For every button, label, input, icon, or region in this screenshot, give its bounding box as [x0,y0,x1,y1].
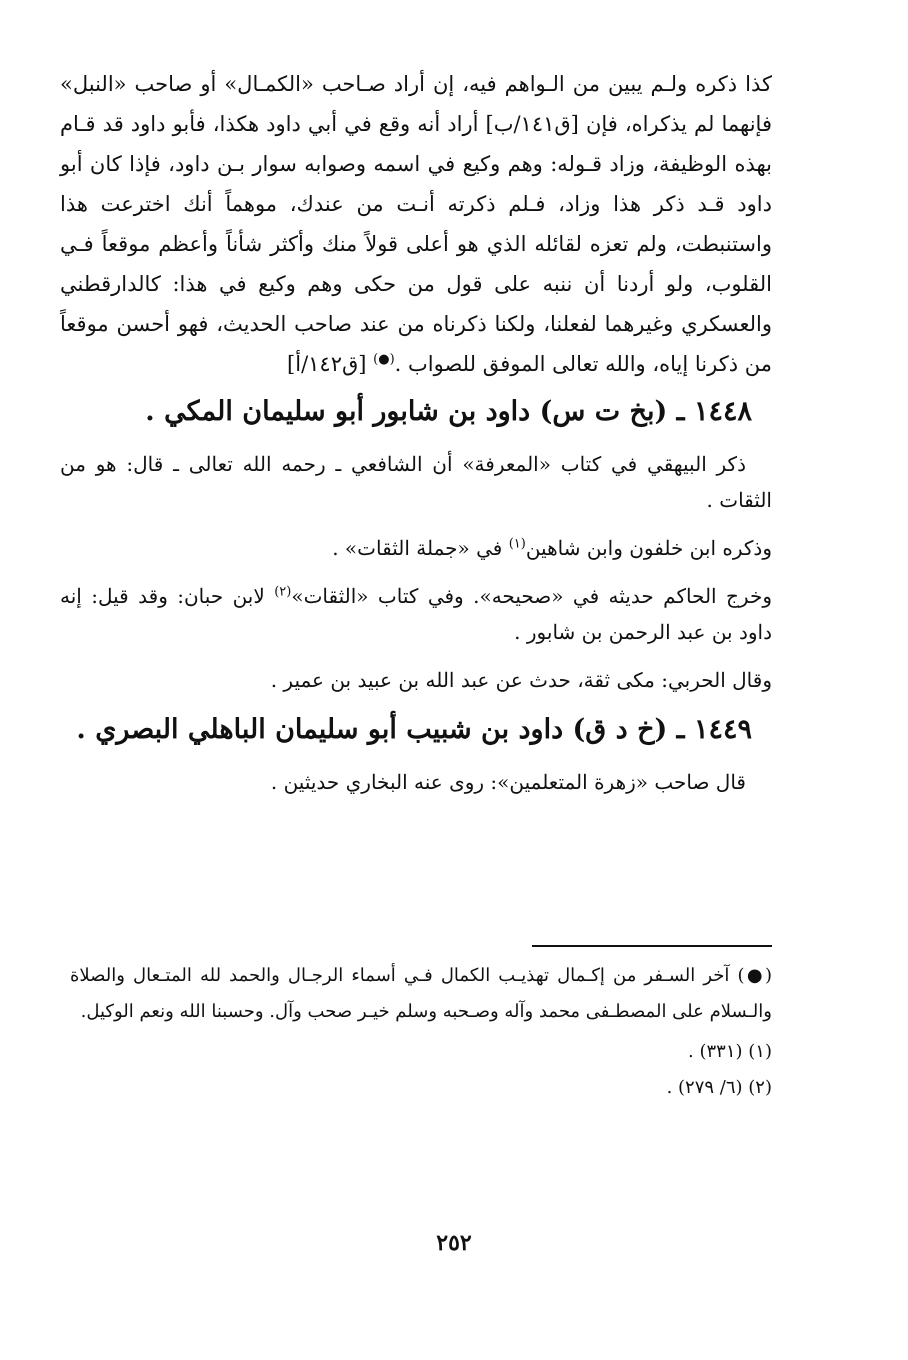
footnote-reference-1: (١) [508,536,526,552]
folio-reference: [ق١٤٢/أ] [287,352,374,376]
footnote-1: (١) (٣٣١) . [688,1041,772,1062]
page-body [60,64,772,812]
entry-heading-1448: ١٤٤٨ ـ (بخ ت س) داود بن شابور أبو سليمان المكي . [145,396,752,427]
footnote-reference-2: (٢) [274,584,292,600]
entry-heading-1449: ١٤٤٩ ـ (خ د ق) داود بن شبيب أبو سليمان الباهلي البصري . [76,714,752,745]
entry-1448-paragraph-2-text-b: في «جملة الثقات» . [332,536,509,560]
entry-1448-paragraph-3-text-a: وخرج الحاكم حديثه في «صحيحه». وفي كتاب «الثقات» [291,584,772,608]
main-paragraph [60,64,772,384]
entry-1448-paragraph-4: وقال الحربي: مكى ثقة، حدث عن عبد الله بن عبيد بن عمير . [270,668,772,692]
footnote-2: (٢) (٦/ ٢٧٩) . [666,1077,772,1098]
entry-1449-paragraph-1: قال صاحب «زهرة المتعلمين»: روى عنه البخاري حديثين . [270,770,746,794]
page-number: ٢٥٢ [436,1230,472,1256]
footnote-marker: (●) [373,352,395,367]
entry-1448-paragraph-2-text-a: وذكره ابن خلفون وابن شاهين [525,536,772,560]
entry-1448-paragraph-3-text-b: لابن حبان: وقد قيل: إنه داود بن عبد الرحمن بن شابور . [60,584,772,644]
entry-1448-paragraph-2 [60,530,772,566]
footnotes-section [70,958,772,1106]
main-paragraph-text: كذا ذكره ولـم يبين من الـواهم فيه، إن أراد صـاحب «الكمـال» أو صاحب «النبل» فإنهما لم يذكراه، فإن [ق١٤١/ب] أراد أنه وقع في أبي داود هكذا، فأبو داود قد قـام بهذه الوظيفة، وزاد قـوله: وهم وكيع في اسمه وصوابه سوار بـن داود، فإذا كان أبو داود قـد ذكر هذا وزاد، فـلم ذكرته أنـت من عندك، موهماً أنك اخترعت هذا واستنبطت، ولم تعزه لقائله الذي هو أعلى قولاً منك وأكثر شأناً وأعظم موقعاً فـي القلوب، ولو أردنا أن ننبه على قول من حكى وهم وكيع في هذا: كالدارقطني والعسكري وغيرهما لفعلنا، ولكنا ذكرناه من عند صاحب الحديث، فهو أحسن موقعاً من ذكرنا إياه، والله تعالى الموفق للصواب . [60,72,772,376]
entry-1448-paragraph-3 [60,578,772,650]
footnote-separator [532,945,772,947]
entry-1448-paragraph-1: ذكر البيهقي في كتاب «المعرفة» أن الشافعي ـ رحمه الله تعالى ـ قال: هو من الثقات . [60,452,772,512]
footnote-main: (●) آخر السـفر من إكـمال تهذيـب الكمال فـي أسماء الرجـال والحمد لله المتـعال والصلاة والـسلام على المصطـفى محمد وآله وصـحبه وسلم خيـر صحب وآل. وحسبنا الله ونعم الوكيل. [70,965,772,1022]
